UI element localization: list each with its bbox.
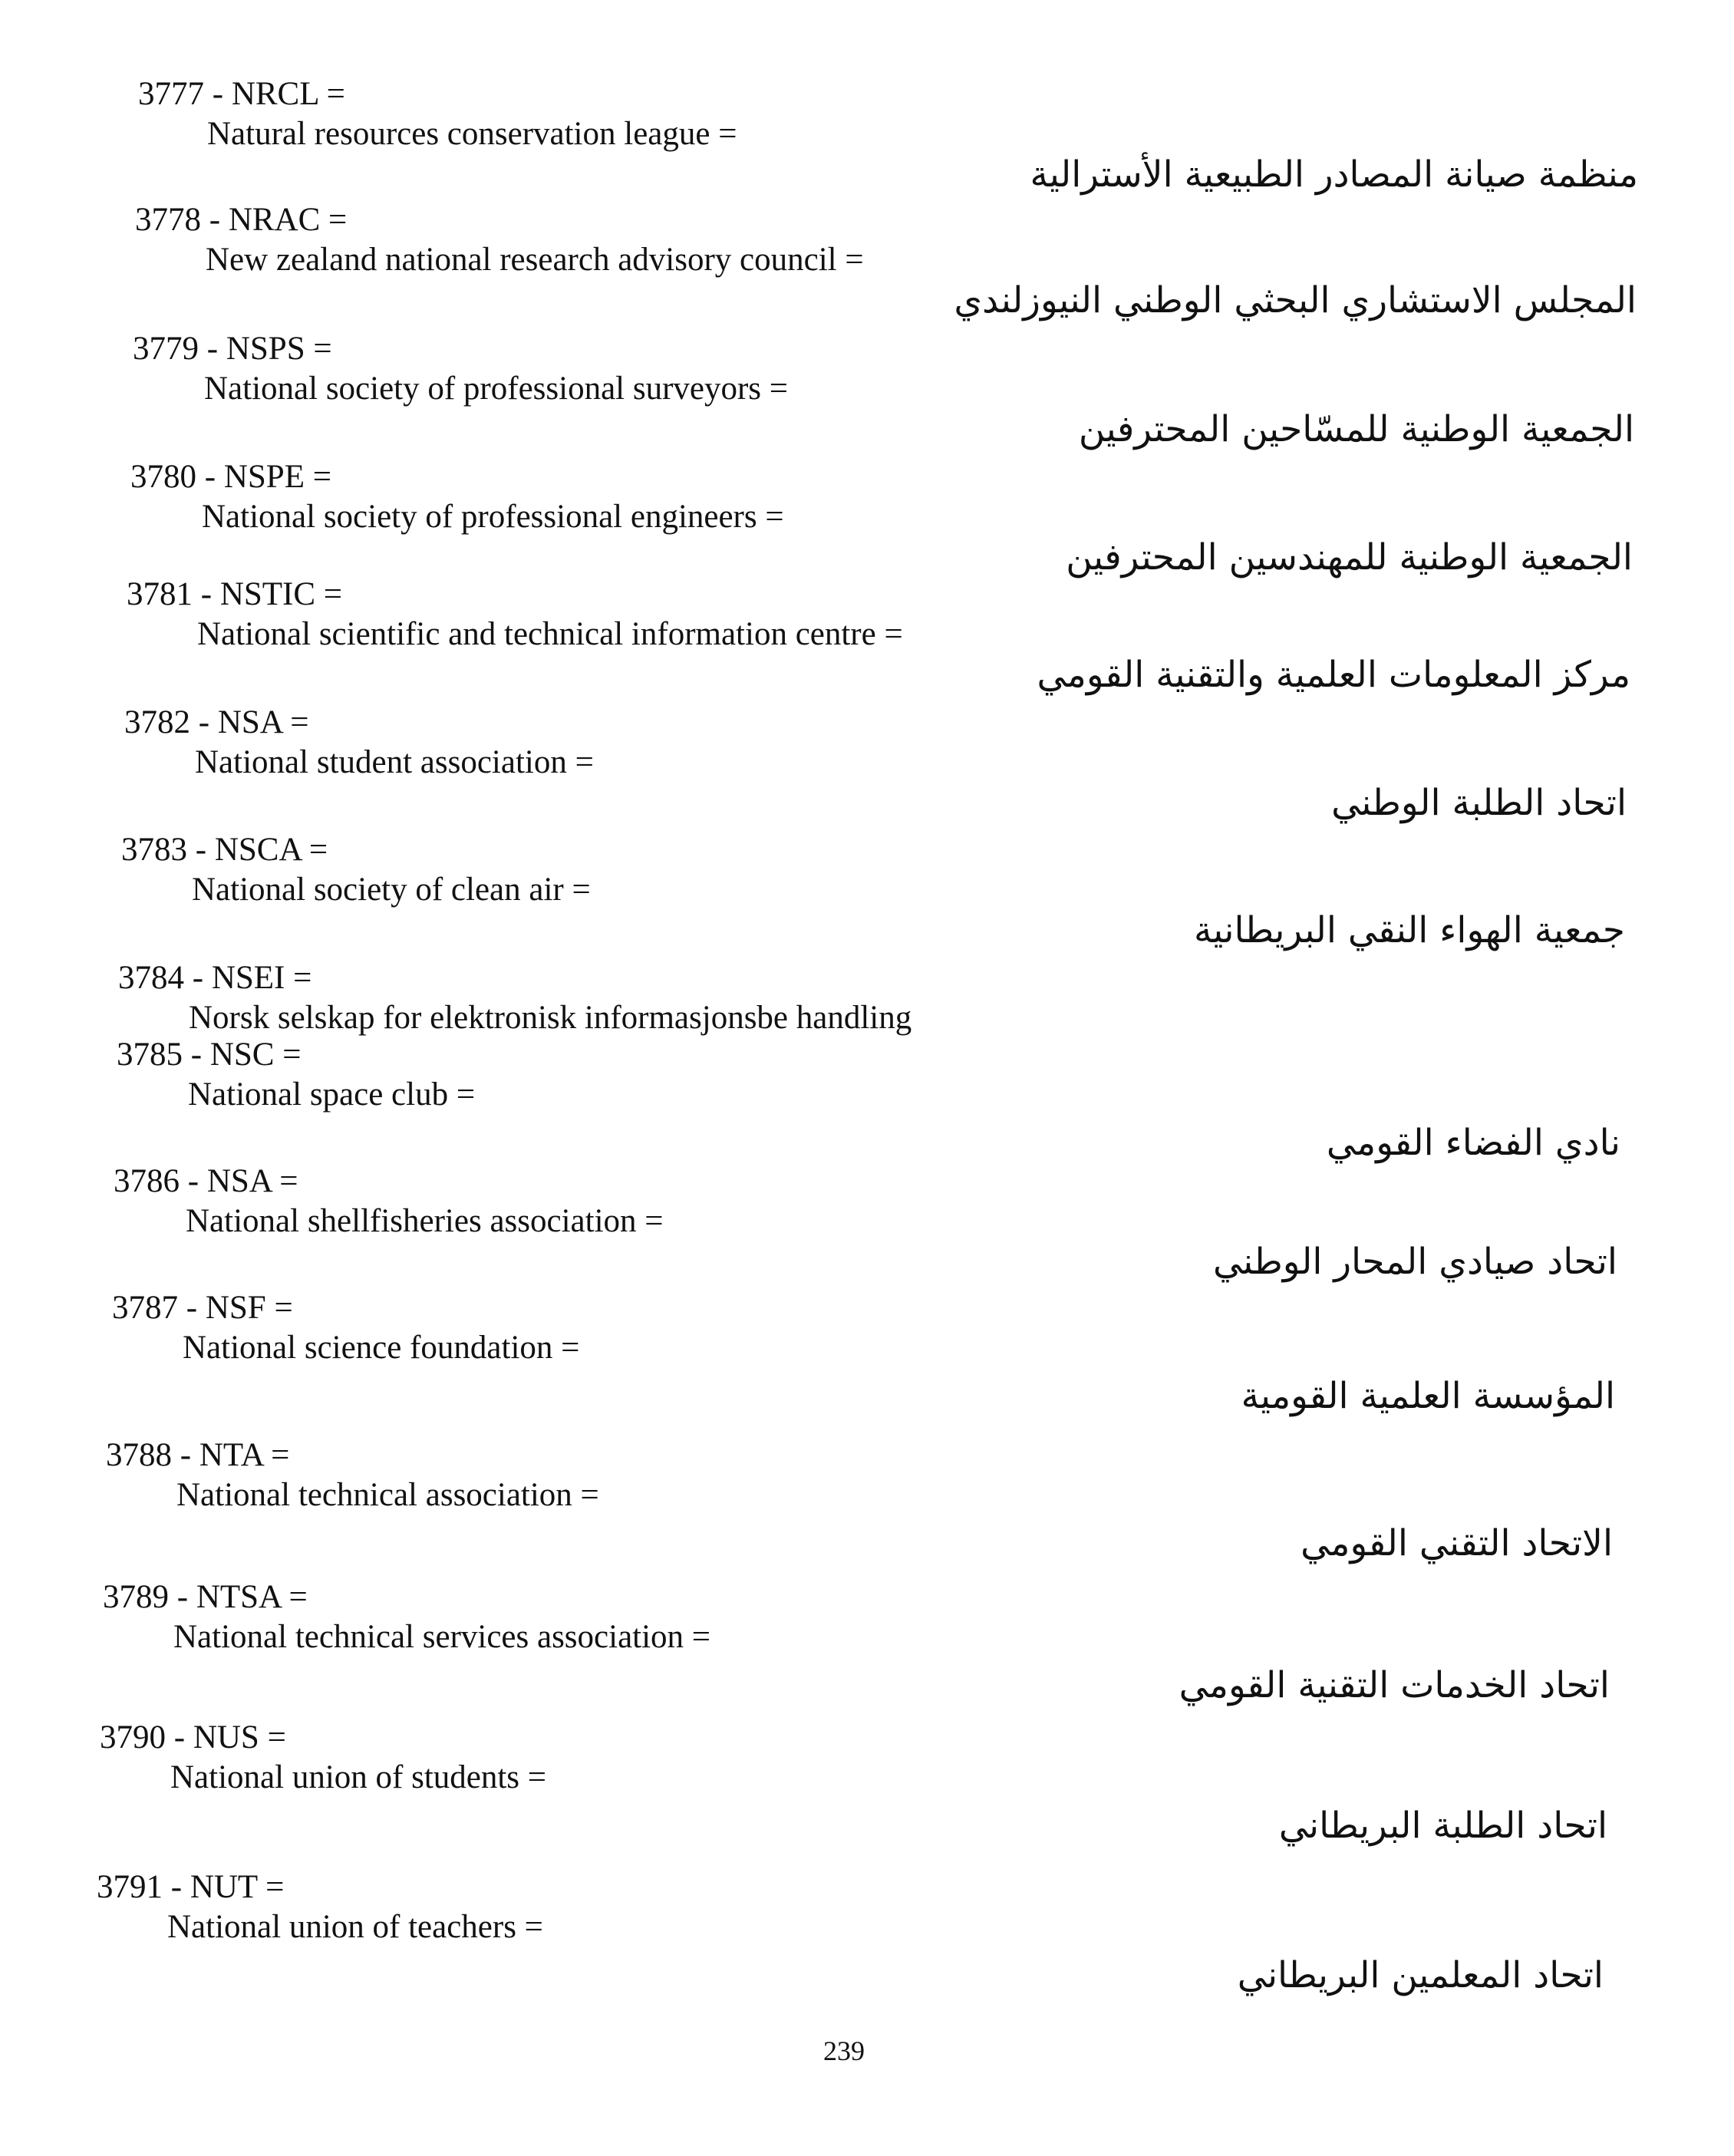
abbreviation: 3788 - NTA = <box>106 1437 290 1473</box>
arabic-translation: مركز المعلومات العلمية والتقنية القومي <box>1037 654 1630 696</box>
english-definition: Natural resources conservation league = <box>207 116 737 152</box>
abbreviation: 3785 - NSC = <box>117 1037 302 1073</box>
abbreviation: 3778 - NRAC = <box>135 202 348 238</box>
arabic-translation: الاتحاد التقني القومي <box>1300 1522 1613 1564</box>
entry-3778 <box>0 201 1734 324</box>
arabic-translation: اتحاد الخدمات التقنية القومي <box>1179 1664 1610 1706</box>
english-definition: National union of teachers = <box>167 1909 543 1945</box>
entry-3779 <box>0 330 1734 453</box>
english-definition: National student association = <box>195 744 594 780</box>
abbreviation: 3789 - NTSA = <box>103 1579 308 1615</box>
abbreviation: 3784 - NSEI = <box>118 960 312 996</box>
entry-3785 <box>0 1036 1734 1164</box>
entry-3789 <box>0 1578 1734 1706</box>
arabic-translation: المؤسسة العلمية القومية <box>1241 1375 1615 1417</box>
abbreviation: 3787 - NSF = <box>112 1290 293 1326</box>
abbreviation: 3781 - NSTIC = <box>127 576 343 612</box>
english-definition: National shellfisheries association = <box>186 1203 664 1239</box>
arabic-translation: اتحاد الطلبة البريطاني <box>1278 1805 1607 1847</box>
arabic-translation: اتحاد صيادي المحار الوطني <box>1212 1241 1617 1283</box>
entry-3788 <box>0 1436 1734 1564</box>
abbreviation: 3779 - NSPS = <box>133 331 332 367</box>
english-definition: National technical services association = <box>173 1619 711 1655</box>
abbreviation: 3791 - NUT = <box>97 1869 285 1905</box>
entry-3780 <box>0 458 1734 581</box>
english-definition: National society of professional surveyors = <box>204 371 789 407</box>
abbreviation: 3783 - NSCA = <box>121 832 328 868</box>
arabic-translation: منظمة صيانة المصادر الطبيعية الأسترالية <box>1030 153 1638 196</box>
arabic-translation: الجمعية الوطنية للمهندسين المحترفين <box>1066 536 1633 579</box>
arabic-translation: اتحاد المعلمين البريطاني <box>1237 1954 1604 1996</box>
english-definition: National technical association = <box>176 1477 599 1513</box>
english-definition: Norsk selskap for elektronisk informasjonsbe handling <box>189 1000 912 1036</box>
english-definition: National science foundation = <box>183 1330 580 1366</box>
arabic-translation: الجمعية الوطنية للمسّاحين المحترفين <box>1078 408 1634 450</box>
entry-3791 <box>0 1868 1734 1996</box>
english-definition: National society of clean air = <box>192 872 591 908</box>
english-definition: National space club = <box>188 1076 476 1113</box>
abbreviation: 3782 - NSA = <box>124 704 309 740</box>
entry-3790 <box>0 1719 1734 1847</box>
entry-3783 <box>0 831 1734 954</box>
arabic-translation: جمعية الهواء النقي البريطانية <box>1193 909 1625 951</box>
abbreviation: 3786 - NSA = <box>114 1163 298 1199</box>
english-definition: New zealand national research advisory council = <box>206 242 864 278</box>
entry-3787 <box>0 1289 1734 1417</box>
abbreviation: 3790 - NUS = <box>100 1719 286 1755</box>
arabic-translation: نادي الفضاء القومي <box>1326 1122 1620 1164</box>
arabic-translation: المجلس الاستشاري البحثي الوطني النيوزلندي <box>954 279 1637 321</box>
entry-3786 <box>0 1162 1734 1285</box>
entry-3781 <box>0 575 1734 698</box>
entry-3777 <box>0 75 1734 198</box>
abbreviation: 3780 - NSPE = <box>130 459 331 495</box>
abbreviation: 3777 - NRCL = <box>138 76 345 112</box>
english-definition: National scientific and technical information centre = <box>197 616 903 652</box>
english-definition: National union of students = <box>170 1759 547 1795</box>
arabic-translation: اتحاد الطلبة الوطني <box>1331 782 1627 824</box>
entry-3782 <box>0 704 1734 826</box>
english-definition: National society of professional engineers = <box>202 499 784 535</box>
page-number: 239 <box>823 2036 865 2066</box>
